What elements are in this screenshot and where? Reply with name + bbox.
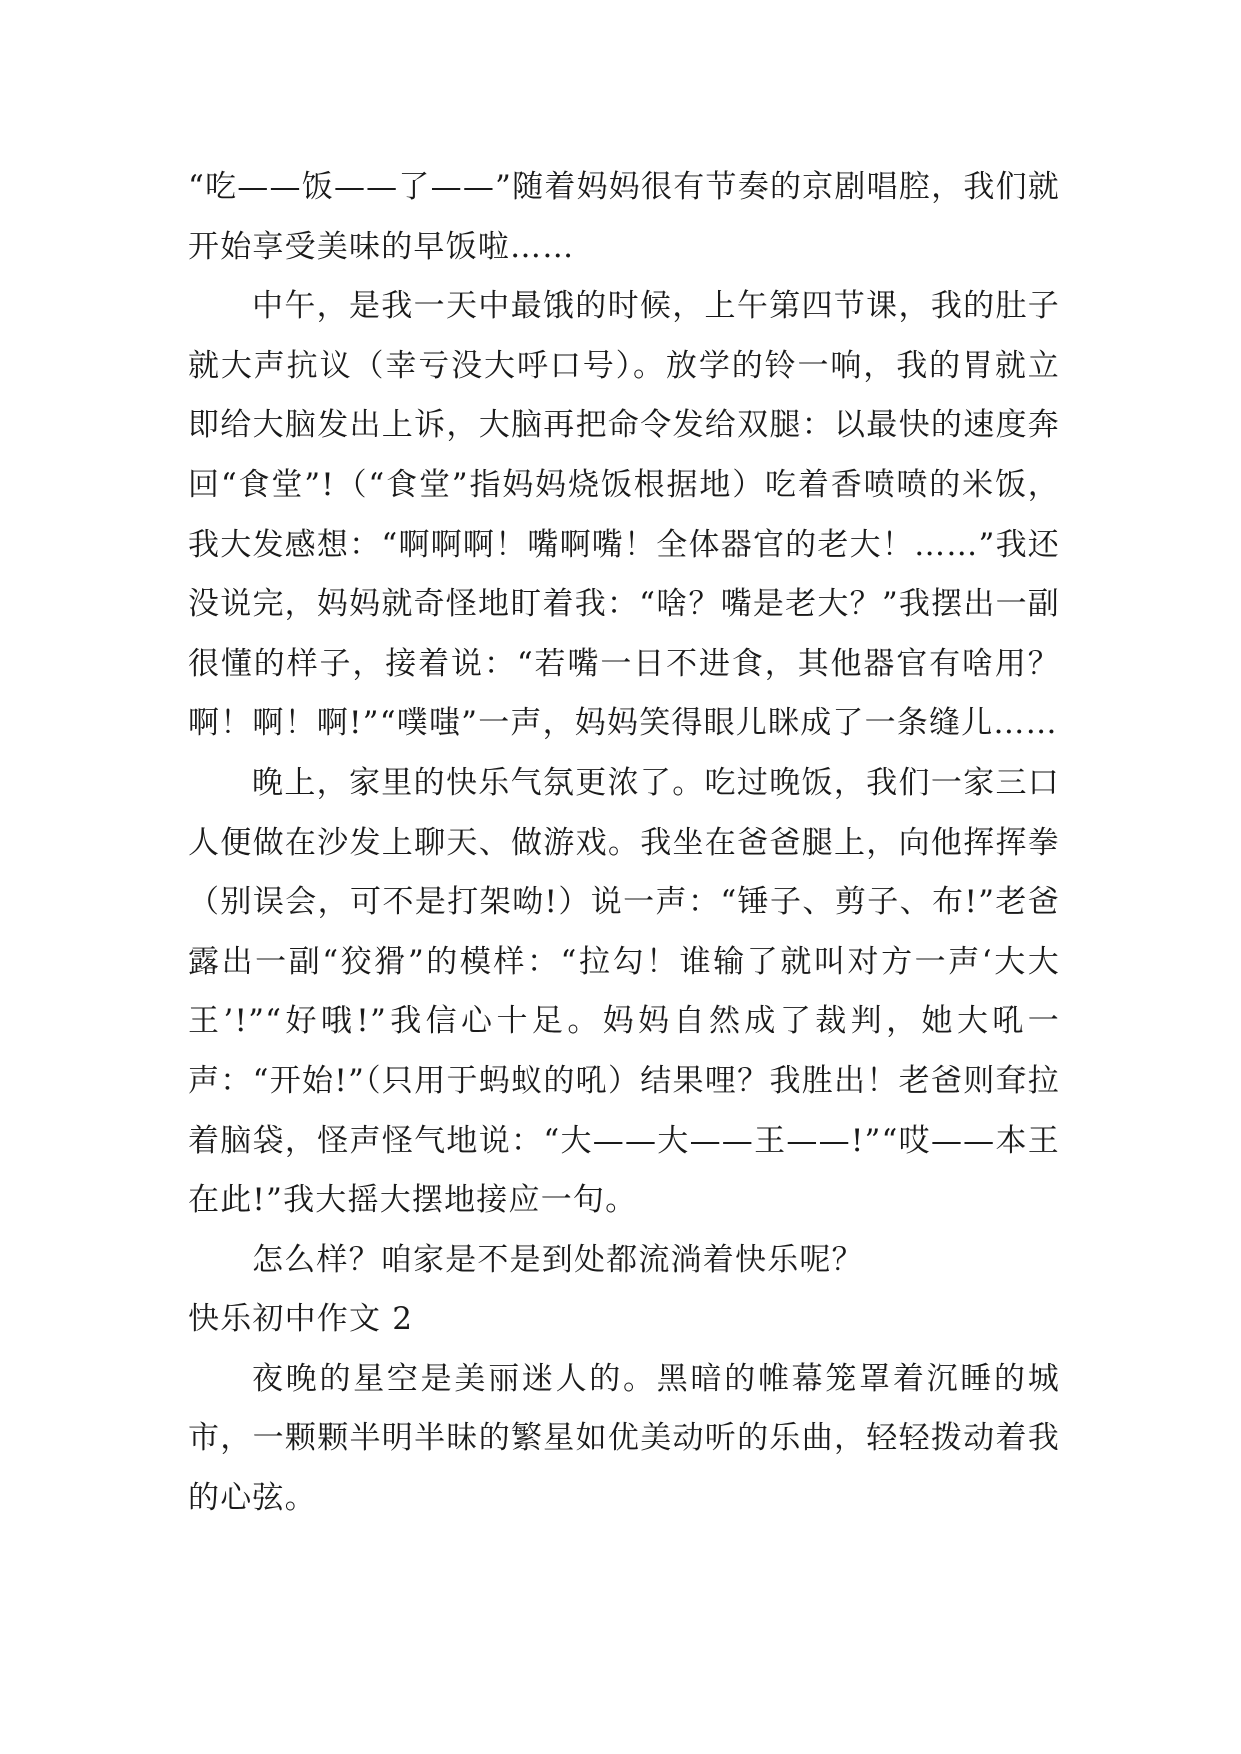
paragraph-night-sky: 夜晚的星空是美丽迷人的。黑暗的帷幕笼罩着沉睡的城市，一颗颗半明半昧的繁星如优美动听的乐曲，轻轻拨动着我的心弦。 — [188, 1360, 1060, 1517]
paragraph-noon: 中午，是我一天中最饿的时候，上午第四节课，我的肚子就大声抗议（幸亏没大呼口号）。放学的铃一响，我的胃就立即给大脑发出上诉，大脑再把命令发给双腿：以最快的速度奔回“食堂”!（“食堂”指妈妈烧饭根据地）吃着香喷喷的米饭，我大发感想：“啊啊啊！嘴啊嘴！全体器官的老大！……”我还没说完，妈妈就奇怪地盯着我：“啥？嘴是老大？”我摆出一副很懂的样子，接着说：“若嘴一日不进食，其他器官有啥用？啊！啊！啊!”“噗嗤”一声，妈妈笑得眼儿眯成了一条缝儿…… — [188, 288, 1060, 742]
essay-title-2: 快乐初中作文 2 — [188, 1301, 414, 1338]
paragraph-conclusion: 怎么样？咱家是不是到处都流淌着快乐呢？ — [252, 1241, 864, 1278]
paragraph-evening: 晚上，家里的快乐气氛更浓了。吃过晚饭，我们一家三口人便做在沙发上聊天、做游戏。我坐在爸爸腿上，向他挥挥拳（别误会，可不是打架呦!）说一声：“锤子、剪子、布!”老爸露出一副“狡猾”的模样：“拉勾！谁输了就叫对方一声‘大大王’!”“好哦!”我信心十足。妈妈自然成了裁判，她大吼一声：“开始!”（只用于蚂蚁的吼）结果哩？我胜出！老爸则耷拉着脑袋，怪声怪气地说：“大——大——王——!”“哎——本王在此!”我大摇大摆地接应一句。 — [188, 764, 1060, 1219]
essay-body — [188, 158, 1060, 1529]
paragraph-breakfast: “吃——饭——了——”随着妈妈很有节奏的京剧唱腔，我们就开始享受美味的早饭啦…… — [188, 169, 1060, 265]
